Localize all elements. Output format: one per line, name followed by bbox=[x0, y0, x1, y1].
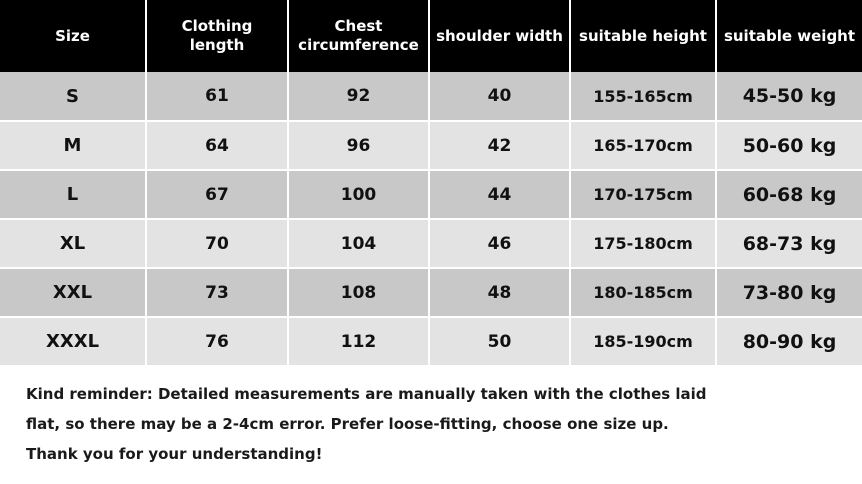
cell-size: XXXL bbox=[0, 317, 146, 366]
cell-clothing-length: 70 bbox=[146, 219, 288, 268]
table-header-row bbox=[0, 0, 862, 72]
cell-size: S bbox=[0, 72, 146, 121]
cell-shoulder-width: 40 bbox=[429, 72, 570, 121]
cell-shoulder-width: 42 bbox=[429, 121, 570, 170]
column-header-shoulder-width: shoulder width bbox=[429, 0, 570, 72]
column-header-clothing-length: Clothing length bbox=[146, 0, 288, 72]
table-row bbox=[0, 121, 862, 170]
cell-size: L bbox=[0, 170, 146, 219]
cell-suitable-height: 155-165cm bbox=[570, 72, 716, 121]
cell-shoulder-width: 46 bbox=[429, 219, 570, 268]
kind-reminder-note bbox=[0, 367, 862, 469]
table-body bbox=[0, 72, 862, 366]
cell-suitable-height: 175-180cm bbox=[570, 219, 716, 268]
cell-suitable-height: 170-175cm bbox=[570, 170, 716, 219]
cell-suitable-weight: 45-50 kg bbox=[716, 72, 862, 121]
cell-clothing-length: 73 bbox=[146, 268, 288, 317]
note-line: Thank you for your understanding! bbox=[26, 445, 323, 463]
cell-shoulder-width: 48 bbox=[429, 268, 570, 317]
cell-chest-circumference: 104 bbox=[288, 219, 429, 268]
table-row bbox=[0, 170, 862, 219]
cell-clothing-length: 76 bbox=[146, 317, 288, 366]
note-line: Kind reminder: Detailed measurements are manually taken with the clothes laid bbox=[26, 385, 707, 403]
column-header-size: Size bbox=[0, 0, 146, 72]
note-line: flat, so there may be a 2-4cm error. Prefer loose-fitting, choose one size up. bbox=[26, 415, 669, 433]
cell-suitable-height: 185-190cm bbox=[570, 317, 716, 366]
table-header bbox=[0, 0, 862, 72]
cell-chest-circumference: 112 bbox=[288, 317, 429, 366]
cell-size: XL bbox=[0, 219, 146, 268]
table-row bbox=[0, 268, 862, 317]
cell-suitable-weight: 73-80 kg bbox=[716, 268, 862, 317]
cell-chest-circumference: 96 bbox=[288, 121, 429, 170]
cell-clothing-length: 61 bbox=[146, 72, 288, 121]
cell-suitable-weight: 50-60 kg bbox=[716, 121, 862, 170]
cell-shoulder-width: 50 bbox=[429, 317, 570, 366]
cell-clothing-length: 64 bbox=[146, 121, 288, 170]
cell-suitable-weight: 68-73 kg bbox=[716, 219, 862, 268]
cell-shoulder-width: 44 bbox=[429, 170, 570, 219]
column-header-suitable-height: suitable height bbox=[570, 0, 716, 72]
table-row bbox=[0, 219, 862, 268]
cell-size: XXL bbox=[0, 268, 146, 317]
cell-chest-circumference: 100 bbox=[288, 170, 429, 219]
column-header-suitable-weight: suitable weight bbox=[716, 0, 862, 72]
table-row bbox=[0, 317, 862, 366]
cell-size: M bbox=[0, 121, 146, 170]
cell-suitable-weight: 60-68 kg bbox=[716, 170, 862, 219]
cell-suitable-height: 165-170cm bbox=[570, 121, 716, 170]
cell-suitable-weight: 80-90 kg bbox=[716, 317, 862, 366]
column-header-chest-circumference: Chest circumference bbox=[288, 0, 429, 72]
cell-chest-circumference: 108 bbox=[288, 268, 429, 317]
cell-chest-circumference: 92 bbox=[288, 72, 429, 121]
cell-suitable-height: 180-185cm bbox=[570, 268, 716, 317]
cell-clothing-length: 67 bbox=[146, 170, 288, 219]
table-row bbox=[0, 72, 862, 121]
